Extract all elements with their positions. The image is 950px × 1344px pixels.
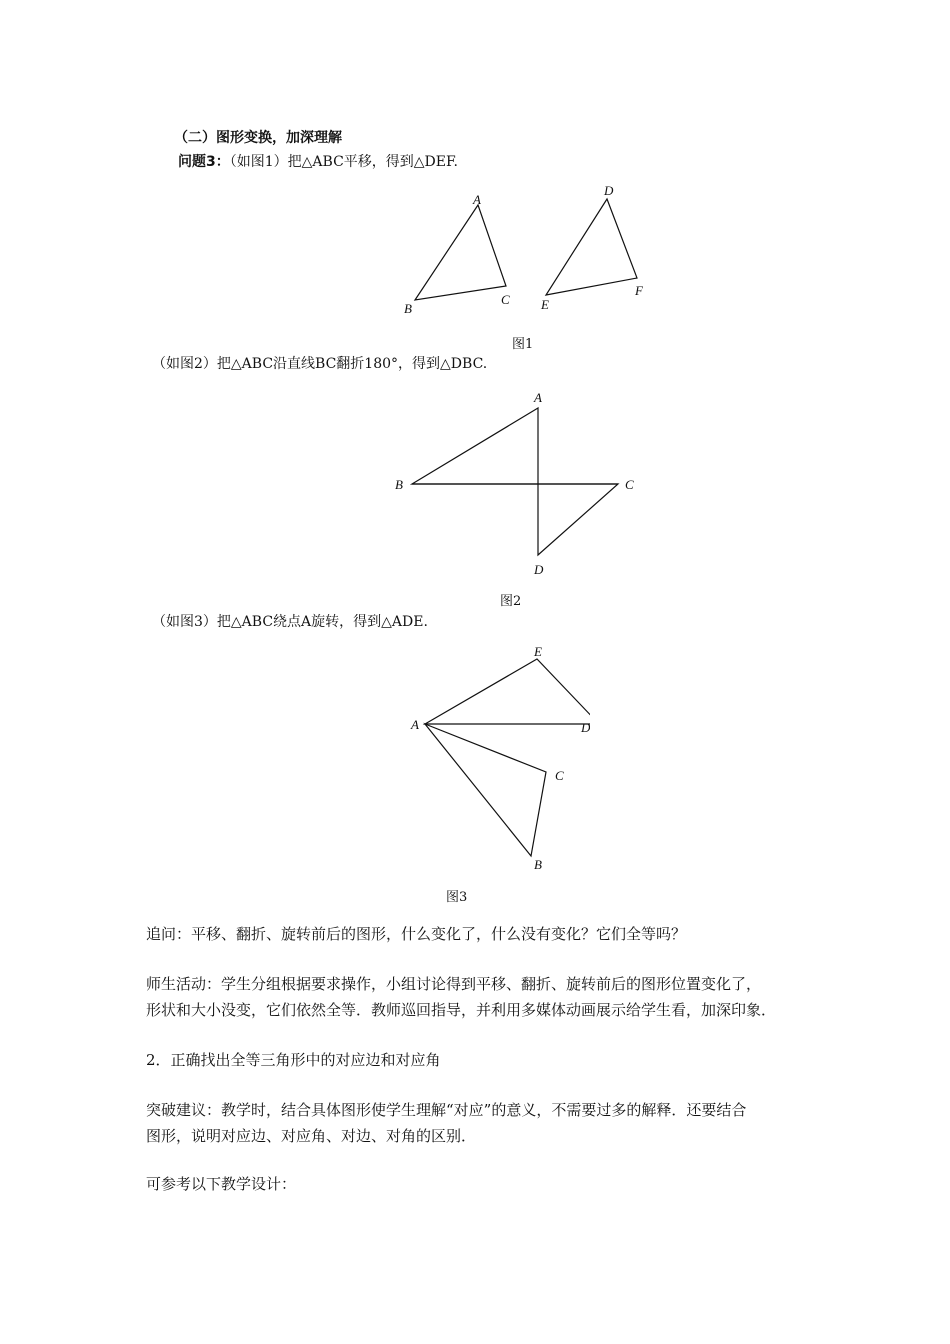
section-heading: （二）图形变换，加深理解 bbox=[174, 130, 342, 146]
fig3-label-a: A bbox=[411, 717, 419, 732]
fig3-label-b: B bbox=[534, 857, 542, 872]
fig1-label-e: E bbox=[541, 297, 549, 312]
suggestion-line-1: 突破建议：教学时，结合具体图形使学生理解“对应”的意义，不需要过多的解释．还要结合 bbox=[146, 1101, 747, 1119]
fig3-label-e: E bbox=[534, 644, 542, 659]
figure-3 bbox=[400, 640, 590, 875]
problem-3-text: （如图1）把△ABC平移，得到△DEF. bbox=[229, 154, 458, 170]
fig3-label-c: C bbox=[555, 768, 564, 783]
fig1-label-a: A bbox=[473, 192, 481, 207]
fig2-label-c: C bbox=[625, 477, 634, 492]
fig2-label-a: A bbox=[534, 390, 542, 405]
quadrilateral-abdc bbox=[412, 408, 618, 555]
figure-2 bbox=[385, 385, 645, 580]
triangle-abc bbox=[415, 205, 506, 300]
fig1-label-f: F bbox=[635, 283, 643, 298]
activity-line-1: 师生活动：学生分组根据要求操作，小组讨论得到平移、翻折、旋转前后的图形位置变化了， bbox=[146, 975, 762, 993]
figure-2-caption: 图2 bbox=[500, 594, 522, 609]
problem-3-label: 问题3： bbox=[178, 154, 230, 170]
fig3-intro: （如图3）把△ABC绕点A旋转，得到△ADE. bbox=[152, 614, 428, 630]
fig2-label-d: D bbox=[534, 562, 544, 577]
figure-1 bbox=[380, 180, 670, 320]
fig2-intro: （如图2）把△ABC沿直线BC翻折180°，得到△DBC. bbox=[152, 356, 488, 372]
closing-line: 可参考以下教学设计： bbox=[146, 1175, 297, 1193]
fig1-label-b: B bbox=[404, 301, 412, 316]
triangle-abc bbox=[425, 724, 546, 856]
fig2-label-b: B bbox=[395, 477, 403, 492]
fig3-label-d: D bbox=[581, 720, 590, 735]
figure-1-caption: 图1 bbox=[512, 337, 534, 352]
problem-3 bbox=[178, 151, 458, 171]
figure-3-caption: 图3 bbox=[446, 890, 468, 905]
point-2-heading: 2．正确找出全等三角形中的对应边和对应角 bbox=[146, 1051, 441, 1069]
suggestion-line-2: 图形，说明对应边、对应角、对边、对角的区别． bbox=[146, 1127, 477, 1145]
fig1-label-c: C bbox=[501, 292, 510, 307]
activity-line-2: 形状和大小没变，它们依然全等．教师巡回指导，并利用多媒体动画展示给学生看，加深印象． bbox=[146, 1001, 777, 1019]
follow-up-question: 追问：平移、翻折、旋转前后的图形，什么变化了，什么没有变化？它们全等吗？ bbox=[146, 925, 687, 943]
triangle-def bbox=[546, 199, 637, 295]
triangle-ade bbox=[425, 659, 590, 724]
fig1-label-d: D bbox=[604, 183, 614, 198]
